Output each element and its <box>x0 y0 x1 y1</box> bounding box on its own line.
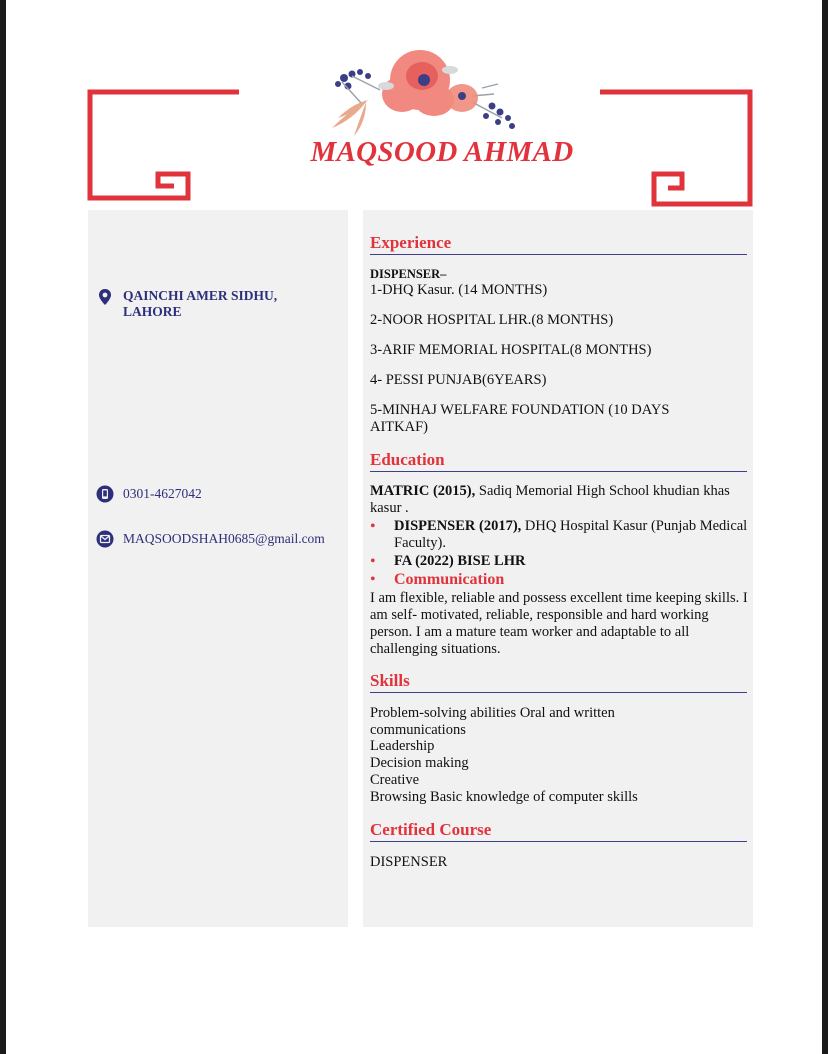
experience-role: DISPENSER– <box>370 267 447 281</box>
location-pin-icon <box>96 288 114 306</box>
experience-item: 2-NOOR HOSPITAL LHR.(8 MONTHS) <box>370 312 614 328</box>
education-matric-title: MATRIC (2015), <box>370 483 476 499</box>
candidate-name: MAQSOOD AHMAD <box>310 136 574 168</box>
education-dispenser <box>370 518 748 552</box>
certified-heading: Certified Course <box>370 820 747 842</box>
education-dispenser-detail: DHQ Hospital Kasur (Punjab Medical Faculty). <box>394 518 748 551</box>
resume-page <box>6 0 822 1054</box>
phone-icon <box>96 485 114 503</box>
contact-sidebar <box>88 210 348 927</box>
skill-item: Browsing Basic knowledge of computer skills <box>370 789 638 805</box>
experience-item: 4- PESSI PUNJAB(6YEARS) <box>370 372 547 388</box>
skill-item: Decision making <box>370 755 469 771</box>
communication-bullet <box>370 571 748 589</box>
address-text: QAINCHI AMER SIDHU, LAHORE <box>123 288 278 319</box>
email-row <box>96 530 325 548</box>
email-text[interactable]: MAQSOODSHAH0685@gmail.com <box>123 531 325 546</box>
experience-item: 3-ARIF MEMORIAL HOSPITAL(8 MONTHS) <box>370 342 652 358</box>
skill-item: Problem-solving abilities Oral and written communications <box>370 705 615 738</box>
main-content <box>363 210 753 927</box>
education-matric <box>370 483 748 517</box>
certified-text: DISPENSER <box>370 854 448 870</box>
education-matric-detail: Sadiq Memorial High School khudian khas kasur . <box>370 483 730 516</box>
skills-heading: Skills <box>370 671 747 693</box>
experience-item: 5-MINHAJ WELFARE FOUNDATION (10 DAYS AITKAF) <box>370 402 670 435</box>
education-heading: Education <box>370 450 747 472</box>
flower-decoration-icon <box>322 40 532 140</box>
education-fa-text: FA (2022) BISE LHR <box>394 553 526 569</box>
education-fa <box>370 553 748 570</box>
phone-text[interactable]: 0301-4627042 <box>123 486 202 501</box>
address-row <box>96 288 306 320</box>
communication-heading: Communication <box>394 571 505 588</box>
communication-text: I am flexible, reliable and possess excellent time keeping skills. I am self- motivated, reliable, responsible and hard working person. I am a mature team worker and adaptable to all challenging situations. <box>370 590 748 657</box>
skill-item: Leadership <box>370 738 435 754</box>
email-icon <box>96 530 114 548</box>
phone-row <box>96 485 202 503</box>
experience-heading: Experience <box>370 233 747 255</box>
skill-item: Creative <box>370 772 420 788</box>
education-dispenser-title: DISPENSER (2017), <box>394 518 522 534</box>
experience-item: 1-DHQ Kasur. (14 MONTHS) <box>370 282 548 298</box>
